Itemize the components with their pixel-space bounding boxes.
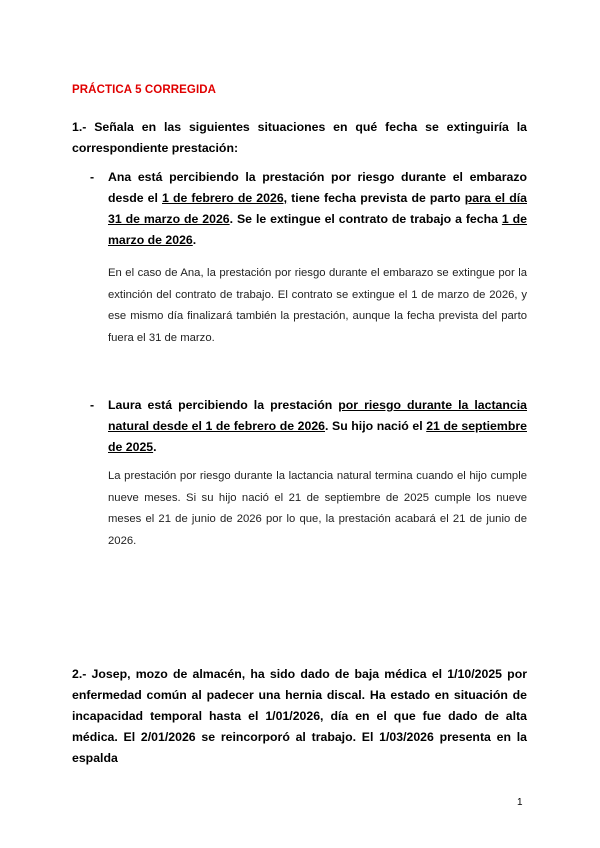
question-2: 2.- Josep, mozo de almacén, ha sido dado de baja médica el 1/10/2025 por enfermedad común al padecer una hernia discal. Ha estado en situación de incapacidad temporal hasta el 1/01/2026, día en el que fue dado de alta médica. El 2/01/2026 se reincorporó al trabajo. El 1/03/2026 presenta en la espalda — [72, 667, 527, 765]
question-1: 1.- Señala en las siguientes situaciones en qué fecha se extinguiría la correspondiente prestación: — [72, 120, 527, 155]
bullet-dash-ana: - — [90, 170, 95, 184]
case-ana-underline-2: para el día 31 de marzo de 2026 — [108, 191, 527, 226]
case-ana-text-2: tiene fecha prevista de parto — [287, 191, 465, 205]
case-laura-text-2: . Su hijo nació el — [325, 419, 427, 433]
case-ana-statement — [108, 167, 527, 251]
case-ana-underline-1: 1 de febrero de 2026, — [162, 191, 288, 205]
case-ana-text-1: Ana está percibiendo la prestación por riesgo durante el embarazo desde el — [108, 170, 527, 205]
case-laura-underline-2: 21 de septiembre de 2025 — [108, 419, 527, 454]
page-number: 1 — [517, 797, 523, 808]
case-ana-text-4: . — [192, 233, 197, 247]
case-ana-answer: En el caso de Ana, la prestación por riesgo durante el embarazo se extingue por la extinción del contrato de trabajo. El contrato se extingue el 1 de marzo de 2026, y ese mismo día finalizará también la prestación, aunque la fecha prevista del parto fuera el 31 de marzo. — [108, 267, 527, 344]
case-laura-text-3: . — [153, 440, 157, 454]
case-laura-answer: La prestación por riesgo durante la lactancia natural termina cuando el hijo cumple nueve meses. Si su hijo nació el 21 de septiembre de 2025 cumple los nueve meses el 21 de junio de 2026 por lo que, la prestación acabará el 21 de junio de 2026. — [108, 470, 527, 547]
case-laura-statement — [108, 395, 527, 458]
case-laura-text-1: Laura está percibiendo la prestación — [108, 398, 339, 412]
case-ana-underline-3: 1 de marzo de 2026 — [108, 212, 528, 247]
case-laura-underline-1: por riesgo durante la lactancia natural desde el 1 de febrero de 2026 — [108, 398, 528, 433]
bullet-dash-laura: - — [90, 398, 95, 412]
page-title: PRÁCTICA 5 CORREGIDA — [72, 84, 217, 96]
case-ana-text-3: . Se le extingue el contrato de trabajo a fecha — [229, 212, 502, 226]
